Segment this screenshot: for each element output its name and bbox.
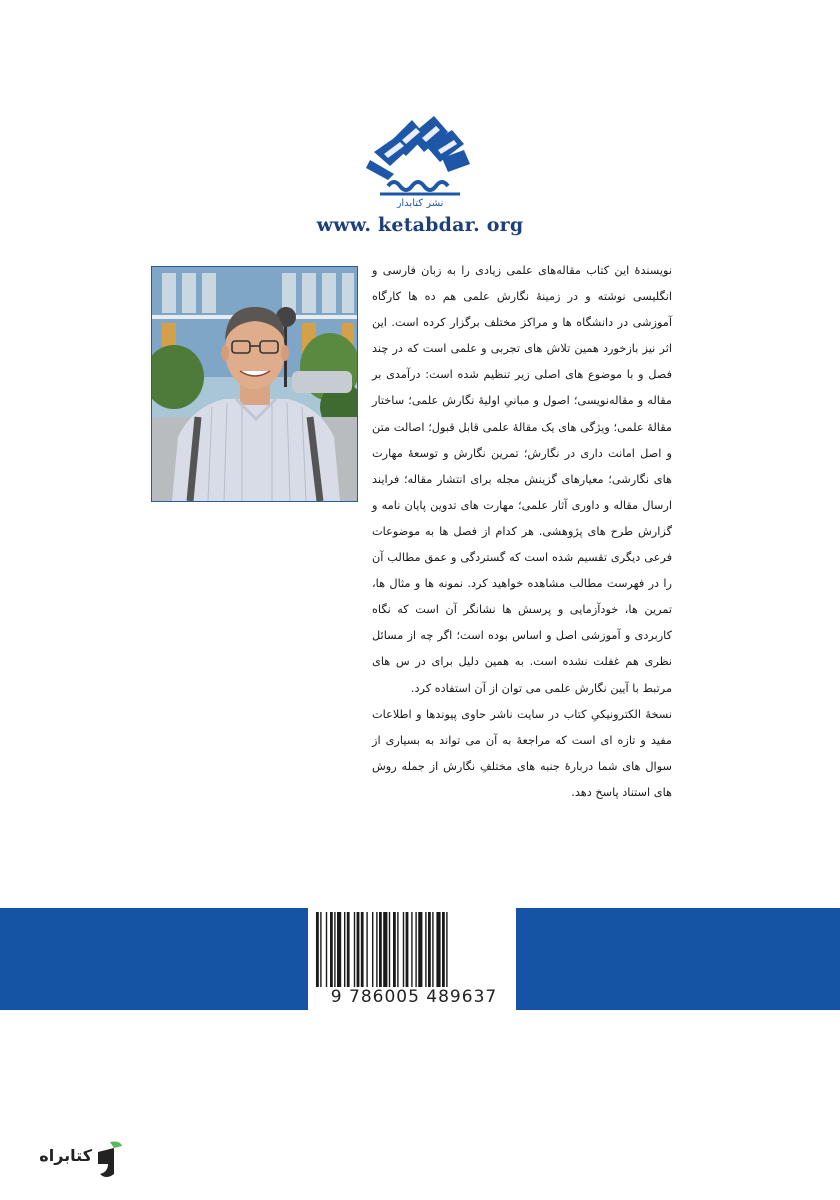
barcode-bar (337, 912, 341, 988)
description-paragraph-1: نویسندهٔ این کتاب مقاله‌های علمی زیادی را به زبان فارسی و انگلیسی نوشته و در زمینهٔ نگارش علمی هم ده ها کارگاه آموزشی در دانشگاه ها و مراکز مختلف برگزار کرده است. این اثر نیز بازخورد همین تلاش های تجربی و علمی است که در چند فصل و با موضوع های اصلی زیر تنظیم شده است: درآمدی بر مقاله و مقاله‌نویسی؛ اصول و مبانیِ اولیهٔ نگارش علمی؛ ساختار مقالهٔ علمی؛ ویژگی های یک مقالهٔ علمی قابل قبول؛ اصالت متن و اصل امانت داری در نگارش؛ تمرین نگارش و توسعهٔ مهارت های نگارشی؛ معیارهای گزینش مجله برای انتشار مقاله؛ فرایند ارسال مقاله و داوری آثار علمی؛ مهارت های تدوین پایان نامه و گزارش طرح های پژوهشی. هر کدام از فصل ها به موضوعات فرعی دیگری تقسیم شده است که گستردگی و عمق مطالب آن را در فهرست مطالب مشاهده خواهید کرد. نمونه ها و مثال ها، تمرین ها، خودآزمایی و پرسش ها نشانگر آن است که نگاه کاربردی و آموزشی اصل و اساس بوده است؛ اگر چه از مسائل نظری هم غفلت نشده است. به همین دلیل برای در س های مرتبط با آیین نگارش علمی می توان از آن استفاده کرد. (372, 264, 672, 695)
barcode-bar (320, 912, 321, 988)
barcode-bar (411, 912, 412, 988)
store-logo-icon (94, 1138, 124, 1180)
barcode-bar (442, 912, 445, 988)
barcode-bar (376, 912, 377, 988)
barcode-bar (393, 912, 396, 988)
barcode-bar (389, 912, 390, 988)
barcode-bar (406, 912, 409, 988)
description-paragraph-2: نسخهٔ الکترونیکیِ کتاب در سایت ناشر حاوی پیوندها و اطلاعات مفید و تازه ای است که مراجعهٔ به آن می تواند به بسیاری از سوال های شما دربارهٔ جنبه های مختلفِ نگارش از جمله روش های استناد پاسخ دهد. (372, 707, 672, 799)
publisher-website: www. ketabdar. org (316, 214, 524, 236)
barcode-bar (436, 912, 440, 988)
barcode-bar (354, 912, 355, 988)
author-photo (151, 266, 358, 502)
barcode-bar (446, 912, 447, 988)
barcode-bar (425, 912, 426, 988)
barcode-bar (330, 912, 333, 988)
barcode-bar (366, 912, 367, 988)
publisher-logo-mark (360, 112, 480, 208)
barcode-bar (347, 912, 350, 988)
barcode-bar (397, 912, 398, 988)
barcode-bar (334, 912, 335, 988)
barcode-bar (428, 912, 431, 988)
barcode-bar (418, 912, 422, 988)
barcode-bar (326, 912, 327, 988)
barcode-bars (312, 912, 512, 988)
barcode-bar (361, 912, 364, 988)
barcode-bar (344, 912, 345, 988)
barcode-bar (383, 912, 387, 988)
barcode-bar (415, 912, 416, 988)
barcode-bar (403, 912, 404, 988)
isbn-barcode (308, 908, 516, 1010)
barcode-bar (372, 912, 373, 988)
publisher-logo (360, 112, 480, 208)
barcode-bar (379, 912, 382, 988)
publisher-logo-text: نشر کتابدار (396, 198, 444, 208)
barcode-bar (316, 912, 319, 988)
store-watermark (30, 1136, 130, 1186)
barcode-bar (357, 912, 360, 988)
barcode-bar (432, 912, 433, 988)
book-description (372, 258, 672, 806)
store-name: کتابراه (39, 1146, 92, 1165)
isbn-number: 9 786005 489637 (316, 987, 512, 1007)
